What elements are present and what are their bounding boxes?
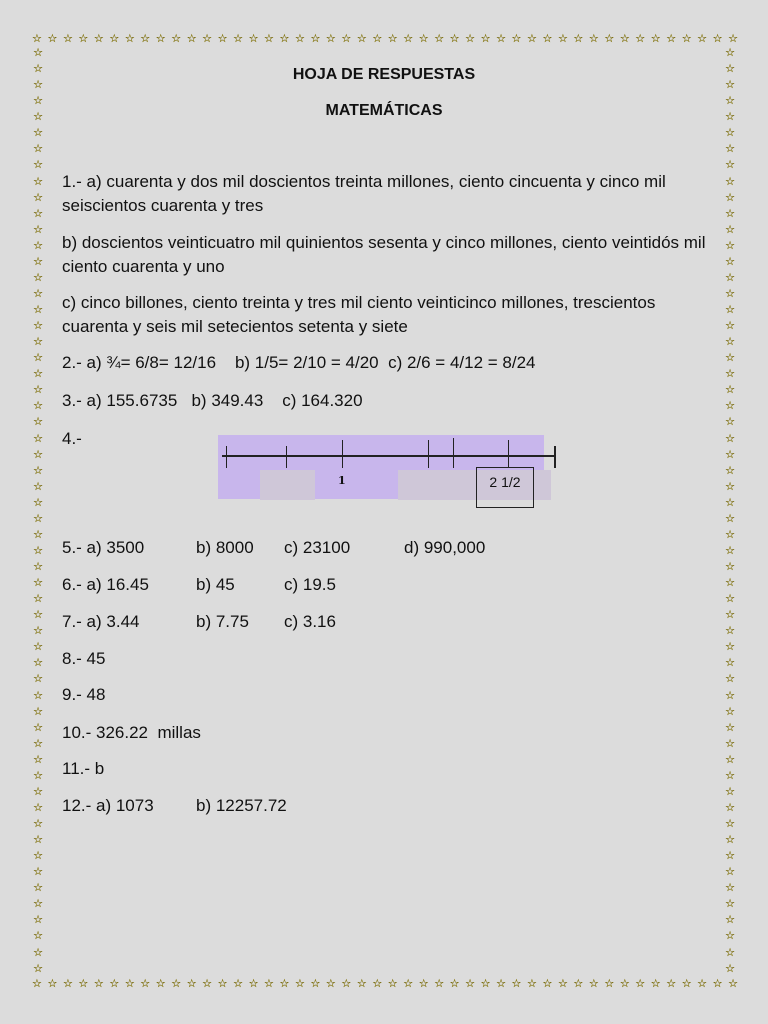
star-icon: ☆	[33, 78, 43, 92]
answer-6c: c) 19.5	[284, 575, 336, 594]
star-icon: ☆	[109, 977, 120, 990]
number-line-tick	[508, 440, 509, 468]
answer-11: 11.- b	[62, 759, 105, 778]
number-line-shade-left	[260, 470, 315, 500]
star-icon: ☆	[140, 977, 151, 990]
star-icon: ☆	[697, 32, 708, 45]
star-icon: ☆	[725, 800, 735, 814]
answer-5c: c) 23100	[284, 538, 351, 557]
star-icon: ☆	[725, 367, 735, 381]
number-line-tick	[453, 438, 454, 468]
star-icon: ☆	[725, 351, 735, 365]
star-icon: ☆	[33, 479, 43, 493]
star-border-right	[723, 46, 737, 976]
star-icon: ☆	[681, 977, 692, 990]
star-icon: ☆	[33, 849, 43, 863]
star-icon: ☆	[372, 977, 383, 990]
star-icon: ☆	[725, 897, 735, 911]
star-icon: ☆	[725, 447, 735, 461]
star-icon: ☆	[33, 495, 43, 509]
star-icon: ☆	[725, 704, 735, 718]
star-icon: ☆	[33, 865, 43, 879]
star-icon: ☆	[33, 768, 43, 782]
star-icon: ☆	[248, 32, 259, 45]
star-icon: ☆	[725, 640, 735, 654]
star-icon: ☆	[33, 624, 43, 638]
star-icon: ☆	[725, 158, 735, 172]
star-icon: ☆	[725, 736, 735, 750]
star-icon: ☆	[725, 560, 735, 573]
page-subtitle: MATEMÁTICAS	[325, 102, 443, 119]
star-icon: ☆	[604, 32, 615, 45]
star-icon: ☆	[124, 977, 135, 990]
star-icon: ☆	[725, 784, 735, 798]
star-icon: ☆	[186, 977, 197, 990]
star-icon: ☆	[33, 335, 43, 349]
star-icon: ☆	[310, 32, 321, 45]
star-icon: ☆	[725, 479, 735, 493]
star-icon: ☆	[32, 977, 42, 990]
star-icon: ☆	[294, 977, 305, 990]
star-icon: ☆	[33, 736, 43, 750]
star-icon: ☆	[449, 32, 460, 45]
star-icon: ☆	[33, 543, 43, 557]
star-icon: ☆	[279, 32, 290, 45]
star-icon: ☆	[728, 32, 738, 45]
star-icon: ☆	[62, 977, 73, 990]
star-icon: ☆	[480, 977, 491, 990]
star-icon: ☆	[725, 543, 735, 557]
star-icon: ☆	[725, 511, 735, 525]
star-icon: ☆	[725, 238, 735, 252]
star-icon: ☆	[33, 399, 43, 413]
star-icon: ☆	[557, 977, 568, 990]
star-icon: ☆	[588, 32, 599, 45]
star-icon: ☆	[33, 270, 43, 284]
star-icon: ☆	[93, 32, 104, 45]
star-icon: ☆	[635, 32, 646, 45]
answer-5d: d) 990,000	[404, 538, 486, 557]
star-icon: ☆	[418, 977, 429, 990]
answer-8: 8.- 45	[62, 649, 106, 668]
star-icon: ☆	[33, 254, 43, 268]
answer-5a: 5.- a) 3500	[62, 538, 145, 557]
star-icon: ☆	[725, 94, 735, 108]
star-icon: ☆	[171, 32, 182, 45]
star-icon: ☆	[33, 752, 43, 766]
star-icon: ☆	[310, 977, 321, 990]
star-icon: ☆	[233, 977, 243, 990]
star-icon: ☆	[33, 720, 43, 734]
star-icon: ☆	[33, 46, 43, 59]
star-icon: ☆	[725, 913, 735, 927]
star-icon: ☆	[33, 238, 43, 252]
star-icon: ☆	[78, 977, 89, 990]
star-icon: ☆	[279, 977, 290, 990]
answer-3: 3.- a) 155.6735 b) 349.43 c) 164.320	[62, 391, 363, 410]
number-line-tick	[428, 440, 429, 468]
star-icon: ☆	[109, 32, 120, 45]
answer-5b: b) 8000	[196, 538, 254, 557]
star-icon: ☆	[725, 62, 735, 76]
star-icon: ☆	[650, 32, 661, 45]
star-icon: ☆	[725, 881, 735, 895]
answer-2: 2.- a) ¾= 6/8= 12/16 b) 1/5= 2/10 = 4/20 c) 2/6 = 4/12 = 8/24	[62, 353, 536, 372]
answer-12b: b) 12257.72	[196, 796, 287, 815]
star-icon: ☆	[33, 672, 43, 686]
star-icon: ☆	[33, 126, 43, 140]
answer-4-label: 4.-	[62, 429, 82, 448]
number-line-label-one: 1	[338, 474, 346, 487]
answer-12a: 12.- a) 1073	[62, 796, 154, 815]
star-icon: ☆	[33, 319, 43, 333]
star-icon: ☆	[140, 32, 151, 45]
star-icon: ☆	[33, 447, 43, 461]
star-icon: ☆	[725, 688, 735, 702]
star-icon: ☆	[725, 254, 735, 268]
star-icon: ☆	[33, 142, 43, 156]
star-icon: ☆	[248, 977, 259, 990]
star-icon: ☆	[712, 977, 723, 990]
star-icon: ☆	[33, 961, 43, 975]
star-icon: ☆	[356, 977, 367, 990]
star-icon: ☆	[712, 32, 723, 45]
star-icon: ☆	[33, 351, 43, 365]
star-icon: ☆	[666, 977, 677, 990]
star-icon: ☆	[725, 126, 735, 140]
star-icon: ☆	[33, 431, 43, 445]
star-icon: ☆	[78, 32, 89, 45]
star-icon: ☆	[33, 222, 43, 236]
star-icon: ☆	[697, 977, 708, 990]
star-icon: ☆	[573, 977, 584, 990]
star-icon: ☆	[33, 833, 43, 847]
star-icon: ☆	[725, 222, 735, 236]
star-icon: ☆	[47, 32, 58, 45]
star-icon: ☆	[725, 672, 735, 686]
star-icon: ☆	[496, 977, 506, 990]
star-icon: ☆	[93, 977, 104, 990]
star-icon: ☆	[202, 32, 213, 45]
star-icon: ☆	[233, 32, 243, 45]
star-icon: ☆	[33, 527, 43, 541]
star-icon: ☆	[341, 977, 352, 990]
answer-6a: 6.- a) 16.45	[62, 575, 149, 594]
star-icon: ☆	[33, 383, 43, 397]
star-icon: ☆	[33, 592, 43, 606]
number-line-tick	[286, 446, 287, 468]
star-icon: ☆	[186, 32, 197, 45]
star-icon: ☆	[202, 977, 213, 990]
star-icon: ☆	[725, 961, 735, 975]
answer-1b: b) doscientos veinticuatro mil quinientos sesenta y cinco millones, ciento veintidós mil ciento cuarenta y uno	[62, 233, 706, 276]
answer-6b: b) 45	[196, 575, 235, 594]
star-icon: ☆	[725, 383, 735, 397]
star-icon: ☆	[264, 977, 274, 990]
star-icon: ☆	[728, 977, 738, 990]
star-icon: ☆	[47, 977, 58, 990]
star-icon: ☆	[725, 335, 735, 349]
star-icon: ☆	[33, 303, 43, 316]
star-icon: ☆	[32, 32, 42, 45]
star-icon: ☆	[725, 286, 735, 300]
star-icon: ☆	[217, 32, 228, 45]
star-icon: ☆	[33, 190, 43, 204]
star-icon: ☆	[217, 977, 228, 990]
star-icon: ☆	[155, 977, 166, 990]
star-icon: ☆	[434, 32, 445, 45]
star-icon: ☆	[542, 32, 553, 45]
star-icon: ☆	[33, 174, 43, 188]
star-icon: ☆	[725, 174, 735, 188]
star-icon: ☆	[511, 32, 522, 45]
star-icon: ☆	[387, 32, 398, 45]
star-icon: ☆	[418, 32, 429, 45]
star-icon: ☆	[725, 463, 735, 477]
number-line-answer-box: 2 1/2	[476, 467, 534, 508]
star-icon: ☆	[325, 32, 336, 45]
star-icon: ☆	[604, 977, 615, 990]
number-line-tick	[226, 446, 227, 468]
star-icon: ☆	[33, 463, 43, 477]
star-icon: ☆	[725, 46, 735, 59]
star-icon: ☆	[681, 32, 692, 45]
star-icon: ☆	[33, 110, 43, 124]
star-icon: ☆	[725, 142, 735, 156]
star-icon: ☆	[33, 158, 43, 172]
star-icon: ☆	[33, 206, 43, 220]
star-icon: ☆	[33, 286, 43, 300]
star-icon: ☆	[124, 32, 135, 45]
star-border-top	[32, 32, 738, 46]
star-icon: ☆	[33, 576, 43, 590]
answer-1c: c) cinco billones, ciento treinta y tres mil ciento veinticinco millones, trescientos cuarenta y seis mil setecientos setenta y siete	[62, 293, 656, 336]
star-icon: ☆	[33, 945, 43, 959]
star-icon: ☆	[666, 32, 677, 45]
number-line-axis	[222, 455, 556, 457]
star-icon: ☆	[725, 319, 735, 333]
star-icon: ☆	[33, 94, 43, 108]
star-icon: ☆	[33, 367, 43, 381]
star-icon: ☆	[33, 817, 43, 830]
star-icon: ☆	[725, 78, 735, 92]
star-icon: ☆	[725, 431, 735, 445]
star-icon: ☆	[33, 688, 43, 702]
star-icon: ☆	[403, 977, 414, 990]
star-border-bottom	[32, 977, 738, 991]
star-icon: ☆	[725, 415, 735, 429]
star-icon: ☆	[62, 32, 73, 45]
star-icon: ☆	[33, 640, 43, 654]
star-icon: ☆	[33, 881, 43, 895]
number-line-tick	[342, 440, 343, 468]
star-icon: ☆	[725, 720, 735, 734]
answer-9: 9.- 48	[62, 685, 106, 704]
star-icon: ☆	[725, 929, 735, 943]
star-icon: ☆	[527, 977, 537, 990]
answer-10: 10.- 326.22 millas	[62, 723, 201, 742]
star-icon: ☆	[33, 929, 43, 943]
star-icon: ☆	[725, 527, 735, 541]
star-icon: ☆	[725, 110, 735, 124]
star-icon: ☆	[264, 32, 274, 45]
answer-1a: 1.- a) cuarenta y dos mil doscientos treinta millones, ciento cincuenta y cinco mil seiscientos cuarenta y tres	[62, 172, 666, 215]
star-icon: ☆	[33, 560, 43, 573]
star-icon: ☆	[725, 270, 735, 284]
star-icon: ☆	[294, 32, 305, 45]
star-icon: ☆	[725, 608, 735, 622]
star-icon: ☆	[33, 897, 43, 911]
star-icon: ☆	[725, 495, 735, 509]
answer-7b: b) 7.75	[196, 612, 249, 631]
star-icon: ☆	[725, 656, 735, 670]
star-icon: ☆	[33, 800, 43, 814]
answer-7c: c) 3.16	[284, 612, 336, 631]
star-icon: ☆	[725, 576, 735, 590]
star-icon: ☆	[465, 977, 475, 990]
star-icon: ☆	[33, 415, 43, 429]
star-icon: ☆	[725, 206, 735, 220]
star-icon: ☆	[33, 704, 43, 718]
star-icon: ☆	[33, 656, 43, 670]
star-icon: ☆	[33, 913, 43, 927]
star-icon: ☆	[619, 977, 630, 990]
star-icon: ☆	[511, 977, 522, 990]
star-icon: ☆	[573, 32, 584, 45]
star-icon: ☆	[33, 62, 43, 76]
star-icon: ☆	[725, 592, 735, 606]
star-icon: ☆	[725, 865, 735, 879]
star-icon: ☆	[465, 32, 475, 45]
star-icon: ☆	[725, 945, 735, 959]
star-icon: ☆	[542, 977, 553, 990]
star-icon: ☆	[33, 784, 43, 798]
answer-7a: 7.- a) 3.44	[62, 612, 140, 631]
star-icon: ☆	[725, 768, 735, 782]
star-icon: ☆	[527, 32, 537, 45]
star-icon: ☆	[725, 303, 735, 316]
star-icon: ☆	[725, 817, 735, 830]
star-icon: ☆	[403, 32, 414, 45]
star-icon: ☆	[341, 32, 352, 45]
star-icon: ☆	[434, 977, 445, 990]
star-border-left	[31, 46, 45, 976]
star-icon: ☆	[725, 190, 735, 204]
star-icon: ☆	[635, 977, 646, 990]
star-icon: ☆	[725, 399, 735, 413]
star-icon: ☆	[725, 624, 735, 638]
star-icon: ☆	[557, 32, 568, 45]
star-icon: ☆	[155, 32, 166, 45]
star-icon: ☆	[325, 977, 336, 990]
star-icon: ☆	[725, 833, 735, 847]
star-icon: ☆	[725, 849, 735, 863]
star-icon: ☆	[588, 977, 599, 990]
star-icon: ☆	[619, 32, 630, 45]
star-icon: ☆	[496, 32, 506, 45]
star-icon: ☆	[356, 32, 367, 45]
star-icon: ☆	[33, 511, 43, 525]
number-line-tick	[554, 446, 556, 468]
star-icon: ☆	[480, 32, 491, 45]
star-icon: ☆	[449, 977, 460, 990]
star-icon: ☆	[725, 752, 735, 766]
star-icon: ☆	[650, 977, 661, 990]
star-icon: ☆	[372, 32, 383, 45]
page-title: HOJA DE RESPUESTAS	[292, 66, 476, 83]
star-icon: ☆	[33, 608, 43, 622]
star-icon: ☆	[171, 977, 182, 990]
star-icon: ☆	[387, 977, 398, 990]
